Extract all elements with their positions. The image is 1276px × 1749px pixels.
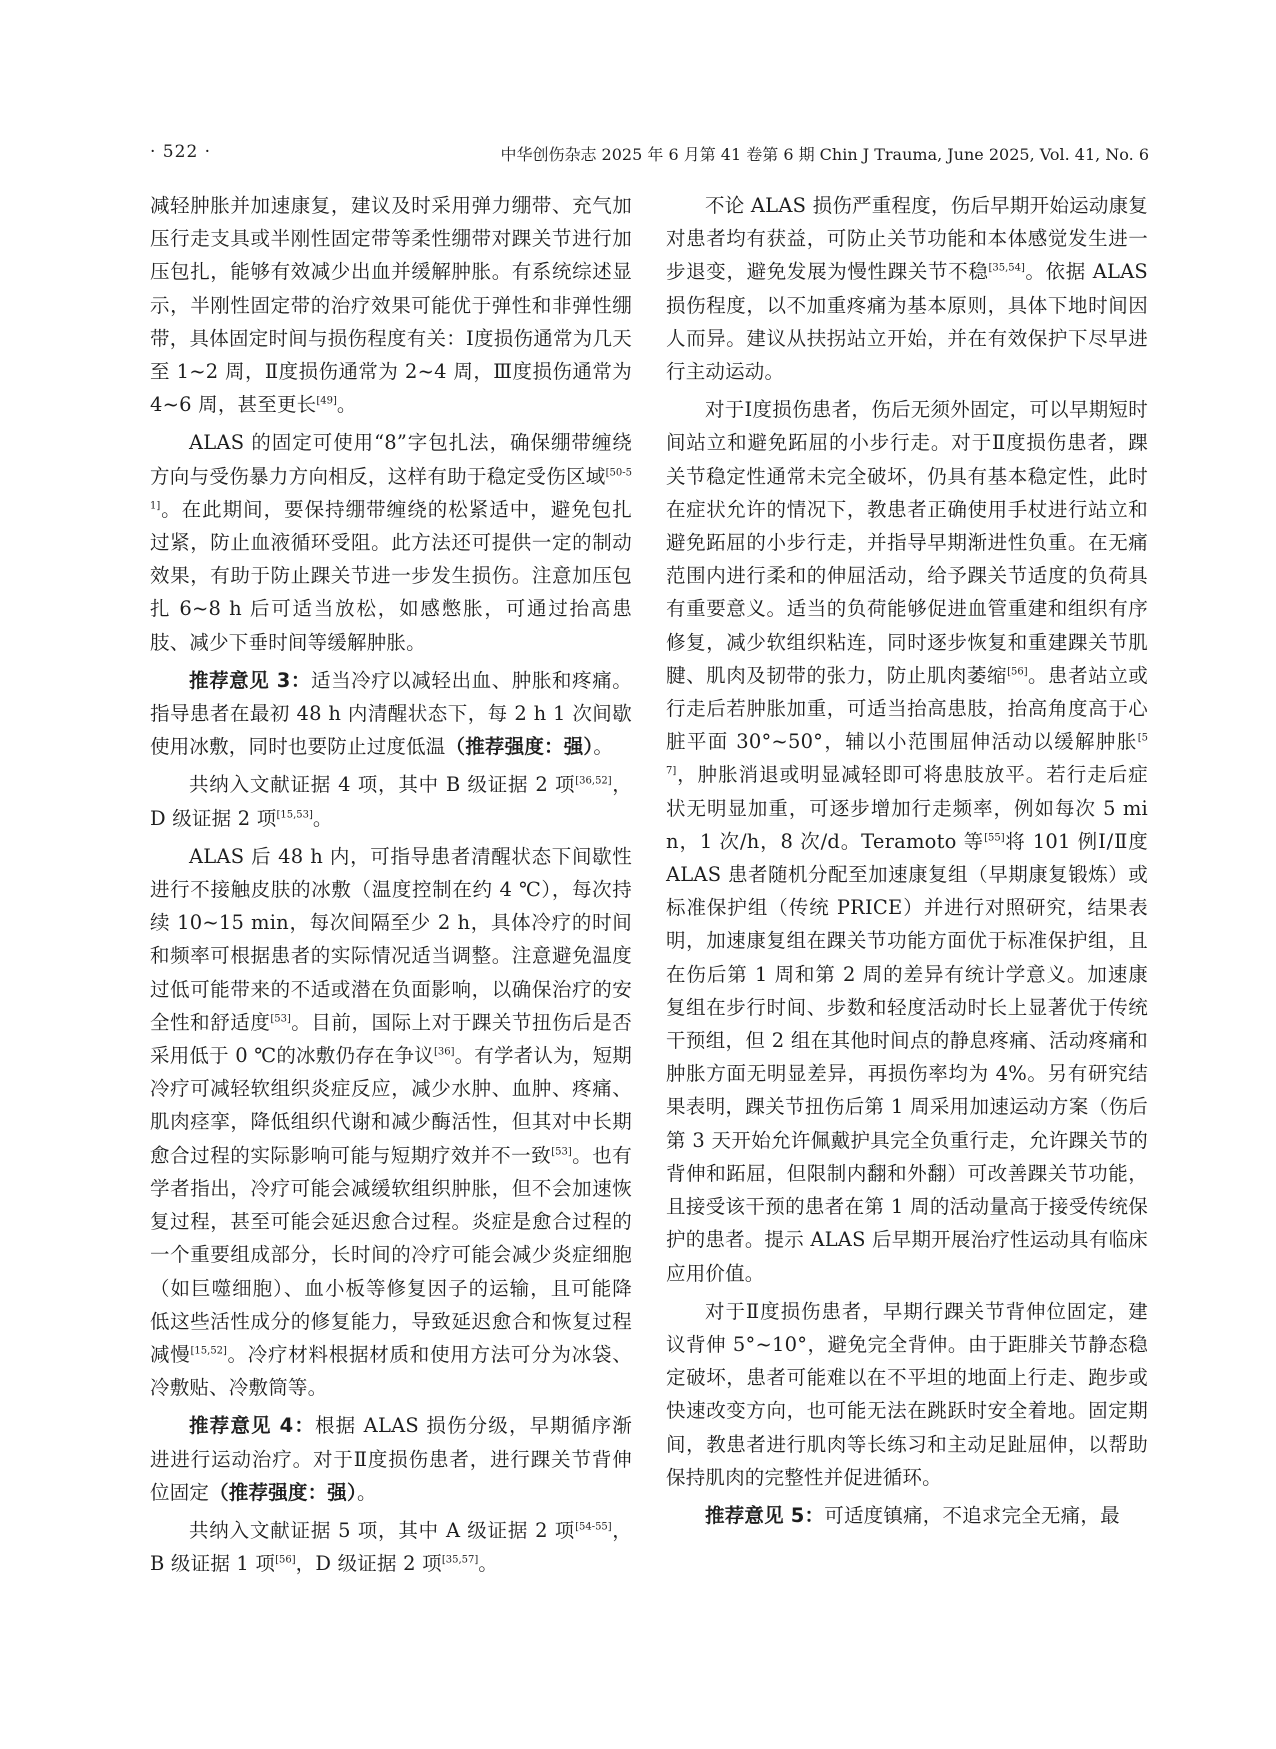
- recommendation-heading: 推荐意见 3：: [189, 668, 311, 692]
- citation[interactable]: [36]: [434, 1046, 455, 1058]
- citation[interactable]: [53]: [551, 1146, 572, 1158]
- page-number: · 522 ·: [150, 142, 212, 162]
- recommendation-heading: 推荐意见 5：: [705, 1503, 825, 1527]
- recommendation-heading: 推荐意见 4：: [189, 1414, 315, 1438]
- paragraph-cryotherapy: ALAS 后 48 h 内，可指导患者清醒状态下间歇性进行不接触皮肤的冰敷（温度控制在约 4 ℃），每次持续 10~15 min，每次间隔至少 2 h，具体冷疗的时间和频率可根据患者的实际情况适当调整。注意避免温度过低可能带来的不适或潜在负面影响，以确保治疗的安全性和舒适度[53]。目前，国际上对于踝关节扭伤后是否采用低于 0 ℃的冰敷仍存在争议[36]。有学者认为，短期冷疗可减轻软组织炎症反应，减少水肿、血肿、疼痛、肌肉痉挛，降低组织代谢和减少酶活性，但其对中长期愈合过程的实际影响可能与短期疗效并不一致[53]。也有学者指出，冷疗可能会减缓软组织肿胀，但不会加速恢复过程，甚至可能会延迟愈合过程。炎症是愈合过程的一个重要组成部分，长时间的冷疗可能会减少炎症细胞（如巨噬细胞）、血小板等修复因子的运输，且可能降低这些活性成分的修复能力，导致延迟愈合和恢复过程减慢[15,52]。冷疗材料根据材质和使用方法可分为冰袋、冷敷贴、冷敷筒等。: [150, 844, 633, 1400]
- paragraph-grade-management: 对于Ⅰ度损伤患者，伤后无须外固定，可以早期短时间站立和避免跖屈的小步行走。对于Ⅱ度损伤患者，踝关节稳定性通常未完全破坏，仍具有基本稳定性，此时在症状允许的情况下，教患者正确使用手杖进行站立和避免跖屈的小步行走，并指导早期渐进性负重。在无痛范围内进行柔和的伸屈活动，给予踝关节适度的负荷具有重要意义。适当的负荷能够促进血管重建和组织有序修复，减少软组织粘连，同时逐步恢复和重建踝关节肌腱、肌肉及韧带的张力，防止肌肉萎缩[56]。患者站立或行走后若肿胀加重，可适当抬高患肢，抬高角度高于心脏平面 30°~50°，辅以小范围屈伸活动以缓解肿胀[57]，肿胀消退或明显减轻即可将患肢放平。若行走后症状无明显加重，可逐步增加行走频率，例如每次 5 min，1 次/h，8 次/d。Teramoto 等[55]将 101 例Ⅰ/Ⅱ度 ALAS 患者随机分配至加速康复组（早期康复锻炼）或标准保护组（传统 PRICE）并进行对照研究，结果表明，加速康复组在踝关节功能方面优于标准保护组，且在伤后第 1 周和第 2 周的差异有统计学意义。加速康复组在步行时间、步数和轻度活动时长上显著优于传统干预组，但 2 组在其他时间点的静息疼痛、活动疼痛和肿胀方面无明显差异，再损伤率均为 4%。另有研究结果表明，踝关节扭伤后第 1 周采用加速运动方案（伤后第 3 天开始允许佩戴护具完全负重行走，允许踝关节的背伸和跖屈，但限制内翻和外翻）可改善踝关节功能，且接受该干预的患者在第 1 周的活动量高于接受传统保护的患者。提示 ALAS 后早期开展治疗性运动具有临床应用价值。: [666, 398, 1149, 1285]
- citation[interactable]: [15,52]: [190, 1345, 227, 1357]
- citation[interactable]: [35,57]: [441, 1554, 479, 1566]
- recommendation-strength: （推荐强度：强）: [445, 735, 594, 759]
- citation[interactable]: [15,53]: [276, 809, 313, 821]
- paragraph-dorsiflexion-fixation: 对于Ⅱ度损伤患者，早期行踝关节背伸位固定，建议背伸 5°~10°，避免完全背伸。由于距腓关节静态稳定破坏，患者可能难以在不平坦的地面上行走、跑步或快速改变方向，也可能无法在跳跃时安全着地。固定期间，教患者进行肌肉等长练习和主动足趾屈伸，以帮助保持肌肉的完整性并促进循环。: [666, 1299, 1148, 1489]
- citation[interactable]: [56]: [1007, 666, 1028, 678]
- citation[interactable]: [35,54]: [988, 262, 1025, 274]
- citation[interactable]: [49]: [316, 395, 337, 407]
- paragraph-compression: 减轻肿胀并加速康复，建议及时采用弹力绷带、充气加压行走支具或半刚性固定带等柔性绷带对踝关节进行加压包扎，能够有效减少出血并缓解肿胀。有系统综述显示，半刚性固定带的治疗效果可能优于弹性和非弹性绷带，具体固定时间与损伤程度有关：Ⅰ度损伤通常为几天至 1~2 周，Ⅱ度损伤通常为 2~4 周，Ⅲ度损伤通常为 4~6 周，甚至更长[49]。: [150, 194, 632, 417]
- paragraph-early-rehab: 不论 ALAS 损伤严重程度，伤后早期开始运动康复对患者均有获益，可防止关节功能和本体感觉发生进一步退变，避免发展为慢性踝关节不稳[35,54]。依据 ALAS 损伤程度，以不加重疼痛为基本原则，具体下地时间因人而异。建议从扶拐站立开始，并在有效保护下尽早进行主动运动。: [666, 194, 1148, 384]
- right-column: [666, 189, 1148, 1532]
- evidence-summary-3: 共纳入文献证据 4 项，其中 B 级证据 2 项[36,52]，D 级证据 2 项[15,53]。: [150, 773, 633, 830]
- left-column: [150, 189, 632, 1580]
- citation[interactable]: [54-55]: [575, 1521, 612, 1533]
- recommendation-strength: （推荐强度：强）: [209, 1480, 357, 1504]
- citation[interactable]: [50-51]: [150, 467, 632, 512]
- citation[interactable]: [36,52]: [575, 775, 612, 787]
- citation[interactable]: [53]: [270, 1013, 291, 1025]
- citation[interactable]: [57]: [666, 732, 1148, 777]
- evidence-summary-4: 共纳入文献证据 5 项，其中 A 级证据 2 项[54-55]，B 级证据 1 项[56]，D 级证据 2 项[35,57]。: [150, 1518, 633, 1576]
- citation[interactable]: [56]: [275, 1554, 296, 1566]
- recommendation-5: 推荐意见 5：可适度镇痛，不追求完全无痛，最: [705, 1503, 1120, 1527]
- citation[interactable]: [55]: [984, 832, 1005, 844]
- running-header: [150, 138, 1149, 168]
- paragraph-figure8-bandage: ALAS 的固定可使用“8”字包扎法，确保绷带缠绕方向与受伤暴力方向相反，这样有助于稳定受伤区域[50-51]。在此期间，要保持绷带缠绕的松紧适中，避免包扎过紧，防止血液循环受阻。此方法还可提供一定的制动效果，有助于防止踝关节进一步发生损伤。注意加压包扎 6~8 h 后可适当放松，如感憋胀，可通过抬高患肢、减少下垂时间等缓解肿胀。: [150, 431, 632, 654]
- recommendation-3: 推荐意见 3：适当冷疗以减轻出血、肿胀和疼痛。指导患者在最初 48 h 内清醒状态下，每 2 h 1 次间歇使用冰敷，同时也要防止过度低温（推荐强度：强）。: [150, 668, 633, 759]
- journal-citation: 中华创伤杂志 2025 年 6 月第 41 卷第 6 期 Chin J Trauma, June 2025, Vol. 41, No. 6: [500, 145, 1149, 164]
- recommendation-4: 推荐意见 4：根据 ALAS 损伤分级，早期循序渐进进行运动治疗。对于Ⅱ度损伤患者，进行踝关节背伸位固定（推荐强度：强）。: [150, 1414, 632, 1504]
